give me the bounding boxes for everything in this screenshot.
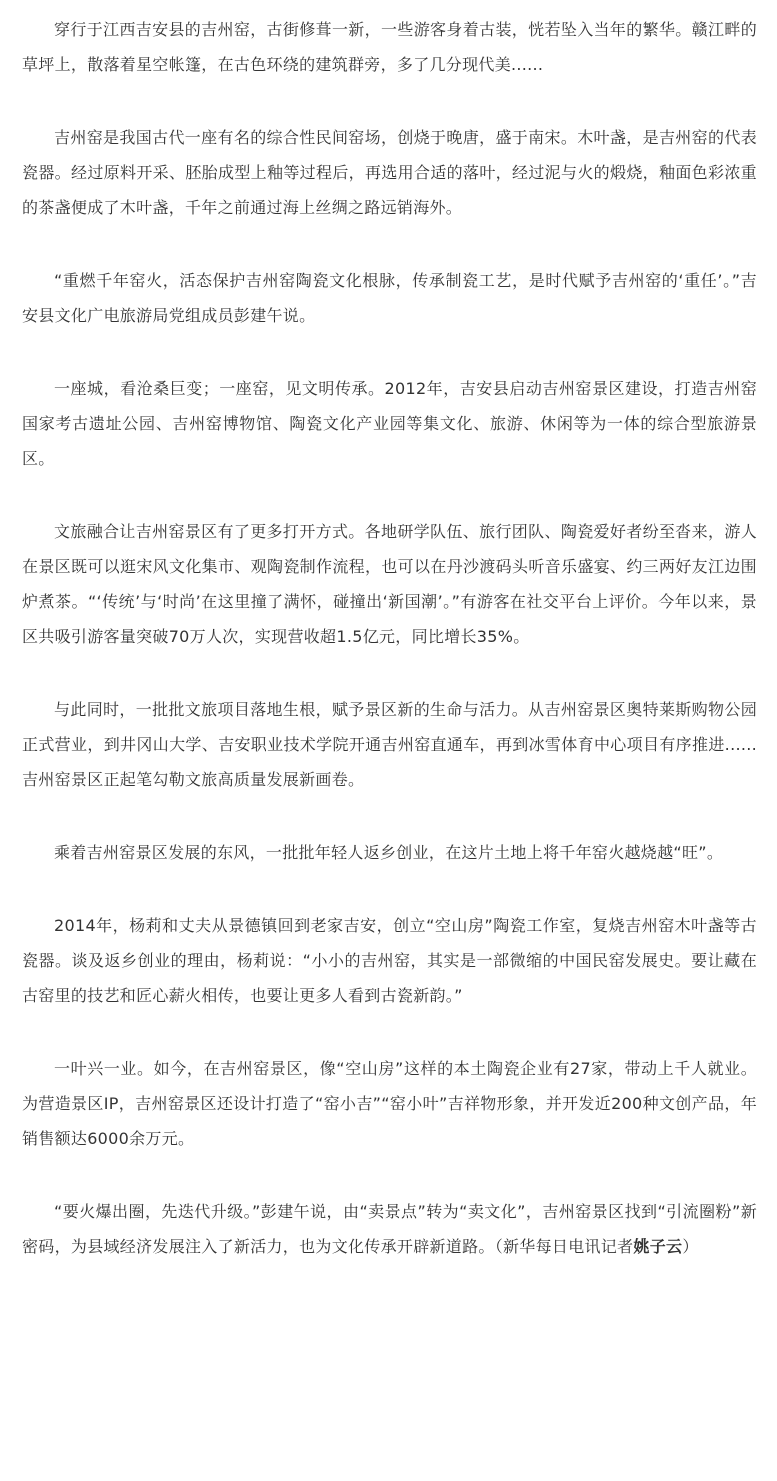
paragraph-5: 文旅融合让吉州窑景区有了更多打开方式。各地研学队伍、旅行团队、陶瓷爱好者纷至沓来，游人在景区既可以逛宋风文化集市、观陶瓷制作流程，也可以在丹沙渡码头听音乐盛宴、约三两好友江边围炉煮茶。“‘传统’与‘时尚’在这里撞了满怀，碰撞出‘新国潮’。”有游客在社交平台上评价。今年以来，景区共吸引游客量突破70万人次，实现营收超1.5亿元，同比增长35%。 [22, 522, 757, 646]
reporter-name: 姚子云 [633, 1237, 683, 1256]
paragraph-3: “重燃千年窑火，活态保护吉州窑陶瓷文化根脉，传承制瓷工艺，是时代赋予吉州窑的‘重任’。”吉安县文化广电旅游局党组成员彭建午说。 [22, 271, 757, 325]
paragraph-10 [22, 1194, 757, 1264]
paragraph-6: 与此同时，一批批文旅项目落地生根，赋予景区新的生命与活力。从吉州窑景区奥特莱斯购物公园正式营业，到井冈山大学、吉安职业技术学院开通吉州窑直通车，再到冰雪体育中心项目有序推进......吉州窑景区正起笔勾勒文旅高质量发展新画卷。 [22, 700, 757, 789]
paragraph-1: 穿行于江西吉安县的吉州窑，古街修葺一新，一些游客身着古装，恍若坠入当年的繁华。赣江畔的草坪上，散落着星空帐篷，在古色环绕的建筑群旁，多了几分现代美...... [22, 20, 757, 74]
paragraph-9: 一叶兴一业。如今，在吉州窑景区，像“空山房”这样的本土陶瓷企业有27家，带动上千人就业。为营造景区IP，吉州窑景区还设计打造了“窑小吉”“窑小叶”吉祥物形象，并开发近200种文创产品，年销售额达6000余万元。 [22, 1059, 757, 1148]
paragraph-4: 一座城，看沧桑巨变；一座窑，见文明传承。2012年，吉安县启动吉州窑景区建设，打造吉州窑国家考古遗址公园、吉州窑博物馆、陶瓷文化产业园等集文化、旅游、休闲等为一体的综合型旅游景区。 [22, 379, 757, 468]
paragraph-8: 2014年，杨莉和丈夫从景德镇回到老家吉安，创立“空山房”陶瓷工作室，复烧吉州窑木叶盏等古瓷器。谈及返乡创业的理由，杨莉说：“小小的吉州窑，其实是一部微缩的中国民窑发展史。要让藏在古窑里的技艺和匠心薪火相传，也要让更多人看到古瓷新韵。” [22, 916, 757, 1005]
paragraph-10-text: “要火爆出圈，先迭代升级。”彭建午说，由“卖景点”转为“卖文化”，吉州窑景区找到“引流圈粉”新密码，为县域经济发展注入了新活力，也为文化传承开辟新道路。（新华每日电讯记者 [22, 1202, 757, 1256]
paragraph-10-closing: ） [682, 1237, 699, 1256]
paragraph-2: 吉州窑是我国古代一座有名的综合性民间窑场，创烧于晚唐，盛于南宋。木叶盏，是吉州窑的代表瓷器。经过原料开采、胚胎成型上釉等过程后，再选用合适的落叶，经过泥与火的煅烧，釉面色彩浓重的茶盏便成了木叶盏，千年之前通过海上丝绸之路远销海外。 [22, 128, 757, 217]
paragraph-7: 乘着吉州窑景区发展的东风，一批批年轻人返乡创业，在这片土地上将千年窑火越烧越“旺”。 [54, 843, 724, 862]
